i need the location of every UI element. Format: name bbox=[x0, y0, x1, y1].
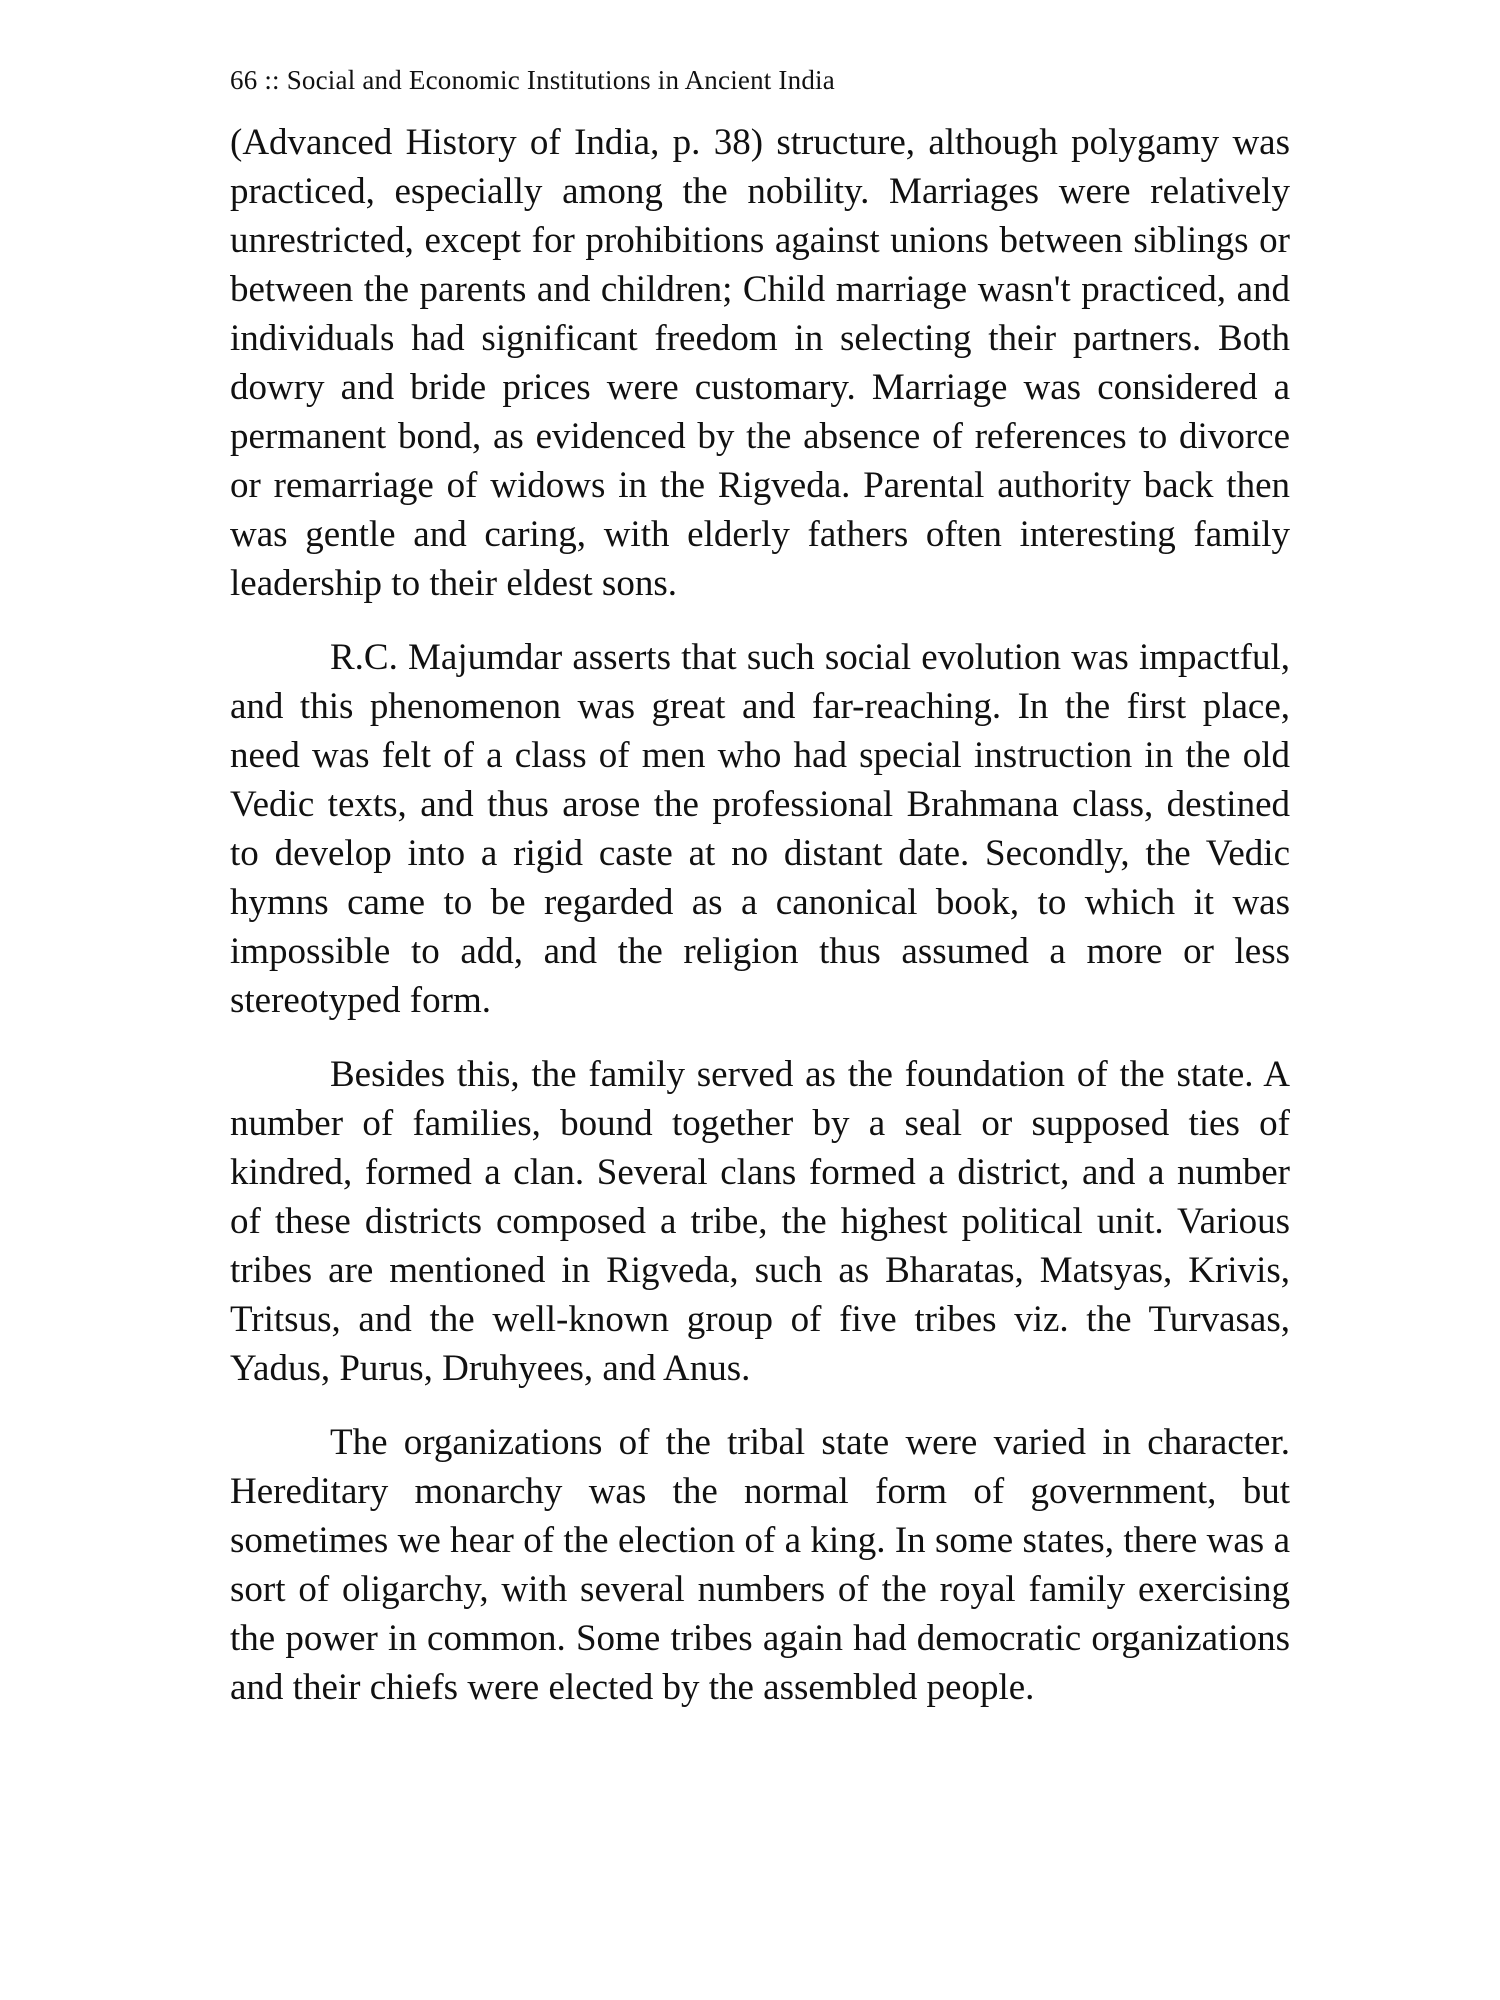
paragraph-family-state: Besides this, the family served as the foundation of the state. A number of families, bound together by a seal or supposed ties of kindred, formed a clan. Several clans formed a district, and a number of these districts composed a tribe, the highest political unit. Various tribes are mentioned in Rigveda, such as Bharatas, Matsyas, Krivis, Tritsus, and the well-known group of five tribes viz. the Turvasas, Yadus, Purus, Druhyees, and Anus. bbox=[230, 1054, 1290, 1389]
paragraph-tribal-organizations: The organizations of the tribal state were varied in character. Hereditary monarchy was the normal form of government, but sometimes we hear of the election of a king. In some states, there was a sort of oligarchy, with several numbers of the royal family exercising the power in common. Some tribes again had democratic organizations and their chiefs were elected by the assembled people. bbox=[230, 1422, 1290, 1708]
paragraph-continued: (Advanced History of India, p. 38) structure, although polygamy was practiced, especially among the nobility. Marriages were relatively unrestricted, except for prohibitions against unions between siblings or between the parents and children; Child marriage wasn't practiced, and individuals had significant freedom in selecting their partners. Both dowry and bride prices were customary. Marriage was considered a permanent bond, as evidenced by the absence of references to divorce or remarriage of widows in the Rigveda. Parental authority back then was gentle and caring, with elderly fathers often interesting family leadership to their eldest sons. bbox=[230, 122, 1290, 604]
book-page bbox=[230, 60, 1290, 1712]
running-head: 66 :: Social and Economic Institutions in Ancient India bbox=[230, 65, 835, 95]
paragraph-majumdar: R.C. Majumdar asserts that such social evolution was impactful, and this phenomenon was great and far-reaching. In the first place, need was felt of a class of men who had special instruction in the old Vedic texts, and thus arose the professional Brahmana class, destined to develop into a rigid caste at no distant date. Secondly, the Vedic hymns came to be regarded as a canonical book, to which it was impossible to add, and the religion thus assumed a more or less stereotyped form. bbox=[230, 637, 1290, 1021]
